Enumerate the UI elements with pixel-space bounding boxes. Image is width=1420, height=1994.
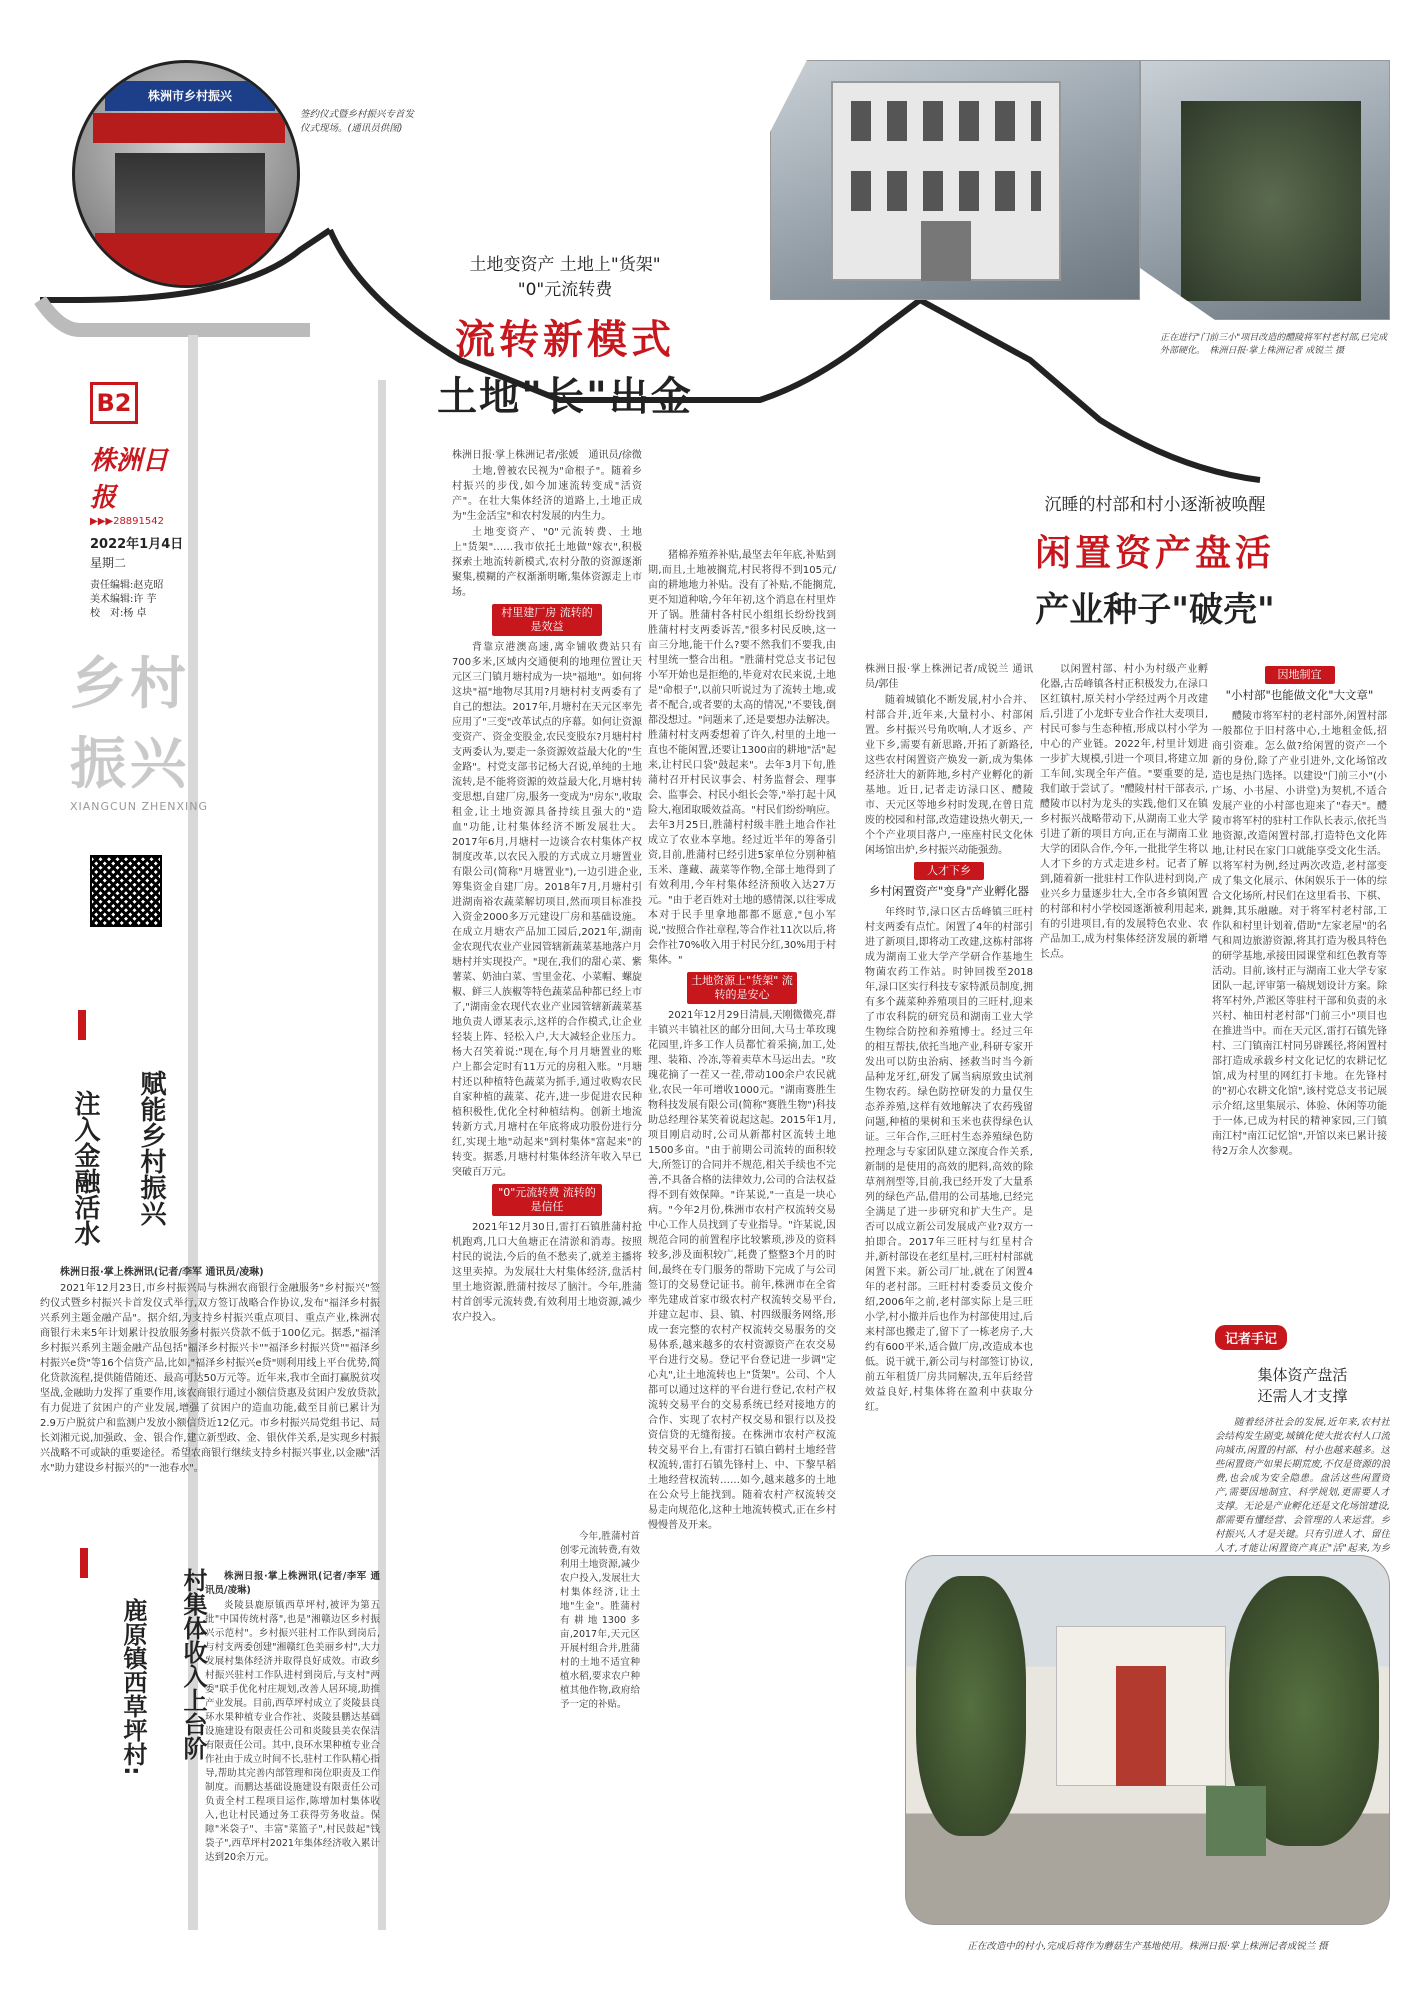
paragraph: 土地,曾被农民视为"命根子"。随着乡村振兴的步伐,如今加速流转变成"活资产"。在壮大集体经济的道路上,土地正成为"生金活宝"和农村发展的内生力。 [452, 466, 642, 522]
kicker: 沉睡的村部和村小逐渐被唤醒 [1044, 495, 1266, 515]
signing-photo-caption: 签约仪式暨乡村振兴专首发仪式现场。(通讯员供图) [300, 109, 415, 134]
paragraph: 背靠京港澳高速,离伞铺收费站只有700多米,区域内交通便利的地理位置让天元区三门镇月塘村成为一块"福地"。如何将这块"福"地物尽其用?月塘村村支两委有了自己的想法。2017年,月塘村在天元区率先应用了"三变"改革试点的序幕。如何让资源变资产、资金变股金,农民变股东?月塘村村支两委认为,要走一条资源效益最大化的"生金路"。村党支部书记杨大召说,单纯的土地流转,是不能将资源的效益最大化,月塘村转变思想,自建厂房,服务一变成为"房东",收取租金,让土地资源具备持续且强大的"造血"功能,让村集体经济不断发展壮大。2017年6月,月塘村一边谈合农村集体产权制度改革,以农民入股的方式成立月塘置业有限公司(简称"月塘置业"),一边引进企业,筹集资金自建厂房。2018年7月,月塘村引进湖南裕农蔬菜解切项目,然而项目标准投入资金2000多万元建设厂房和基础设施。在成立月塘农产品加工园后,2021年,湖南金农现代农业产业园管辖新蔬菜基地落户月塘村并实现投产。"现在,我们的甜心菜、紫薯菜、奶油白菜、雪里金花、小菜帽、螺旋椒、鲜三人族椒等特色蔬菜品种都已经上市了,"湖南金农现代农业产业园管辖新蔬菜基地负责人谭某表示,这样的合作模式,让企业轻装上阵、轻松入户,大大减轻企业压力。杨大召笑着说:"现在,每个月月塘置业的账户上都会定时有11万元的房租入账。"月塘村还以种植特色蔬菜为抓手,通过收购农民自家种植的蔬菜、花卉,进一步促进农民种植积极性,优化全村种植结构。创新土地流转新方式,月塘村在年底将成功股份进行分红,实现土地"动起来"到村集体"富起来"的转变。据悉,月塘村村集体经济年收入早已突破百万元。 [452, 642, 642, 1178]
finance-article [40, 1265, 380, 1477]
article1-col2 [648, 548, 836, 1918]
article2-headline [955, 490, 1355, 631]
notes-tag: 记者手记 [1215, 1325, 1287, 1350]
subheading: 乡村闲置资产"变身"产业孵化器 [868, 884, 1030, 898]
editor-line: 美术编辑:许 芋 [90, 594, 157, 605]
subheading-tag: "0"元流转费 流转的是信任 [492, 1184, 602, 1216]
subheading-tag: 土地资源上"货架" 流转的是安心 [687, 972, 797, 1004]
village-school-caption: 正在改造中的村小,完成后将作为蘑菇生产基地使用。株洲日报·掌上株洲记者成锐兰 摄 [967, 1941, 1328, 1952]
paragraph: 随着城镇化不断发展,村小合并、村部合并,近年来,大量村小、村部闲置。乡村振兴号角吹响,人才返乡、产业下乡,需要有新思路,开拓了新路径,这些农村闲置资产焕发一新,成为集体经济壮大的新阵地,乡村产业孵化的新基地。近日,记者走访渌口区、醴陵市、天元区等地乡村时发现,在曾日荒废的校园和村部,改造建设热火朝天,一个个产业项目落户,一座座村民文化休闲场馆出炉,乡村振兴动能强劲。 [865, 695, 1033, 856]
headline: 闲置资产盘活 [1034, 533, 1275, 574]
byline: 株洲日报·掌上株洲记者/张媛 通讯员/徐微 [452, 450, 642, 461]
notes-title: 集体资产盘活 [1257, 1366, 1348, 1384]
paragraph: 今年,胜蒲村首创零元流转费,有效利用土地资源,减少农户投入,发展壮大村集体经济,让土地"生金"。胜蒲村有耕地1300多亩,2017年,天元区开展村组合并,胜蒲村的土地不适宜种植水稻,要求农户种植其他作物,政府给予一定的补贴。 [560, 1531, 640, 1710]
paragraph: 2021年12月29日清晨,天刚微微亮,群丰镇兴丰镇社区的邮分田间,大马士革玫瑰花园里,许多工作人员都忙着采摘,加工,处理、装箱、冷冻,等着卖草木马运出去。"玫瑰花摘了一茬又一茬,带动100余户农民就业,农民一年可增收1000元。"湖南赛胜生物科技发展有限公司(简称"赛胜生物")科技助总经理谷某笑着说起这起。2015年1月,项目刚启动时,公司从新都村区流转土地1500多亩。"由于前期公司流转的面积较大,所签订的合同并不规范,相关手续也不完善,不具备合格的法律效力,公司的合法权益得不到有效保障。"许某说,"一直是一块心病。"今年2月份,株洲市农村产权流转交易中心工作人员找到了专业指导。"许某说,因规范合同的前置程序比较繁琐,涉及的资料较多,涉及面积较广,耗费了整整3个月的时间,最终在专门服务的帮助下完成了与公司签订的交易登记证书。前年,株洲市在全省率先建成首家市级农村产权流转交易平台,并建立起市、县、镇、村四级服务网络,形成一套完整的农村产权流转交易服务的交易体系,越来越多的农村资源资产在农交易平台进行交易。登记平台登记进一步调"定心丸",让土地流转也上"货架"。公司、个人都可以通过这样的平台进行登记,农村产权流转交易平台的交易系统已经对接地方的合作、实现了农村产权交易和银行以及投资信贷的无缝衔接。在株洲市农村产权流转交易平台上,有雷打石镇白鹤村土地经营权流转,雷打石镇先锋村上、中、下黎早稻土地经营权流转……如今,越来越多的土地在公众号上能找到。随着农村产权流转交易走向规范化,这种土地流转模式,正在乡村慢慢普及开来。 [648, 1010, 836, 1531]
section-title [70, 640, 240, 813]
village-school-photo [905, 1555, 1390, 1925]
notes-title: 还需人才支撑 [1257, 1387, 1348, 1405]
subheading-tag: 因地制宜 [1265, 666, 1335, 684]
village-office-caption: 正在进行"门前三小"项目改造的醴陵将军村老村部,已完成外部硬化。 株洲日报·掌上株洲记者 成锐兰 摄 [1160, 333, 1388, 356]
paragraph: 2021年12月30日,雷打石镇胜蒲村抢机跑鸡,几口大鱼塘正在清淤和消毒。按照村民的说法,今后的鱼不愁卖了,就差主播将这里卖掉。为发展壮大村集体经济,盘活村里土地资源,胜蒲村按尽了脑汁。今年,胜蒲村首创零元流转费,有效利用土地资源,减少农户投入。 [452, 1222, 642, 1323]
editor-line: 校 对:杨 卓 [90, 608, 147, 619]
arrow-icon: ▶▶▶ [90, 516, 114, 527]
kicker: "0"元流转费 [517, 280, 613, 300]
notes-body: 随着经济社会的发展,近年来,农村社会结构发生剧变,城镇化使大批农村人口流向城市,闲置的村部、村小也越来越多。这些闲置资产如果长期荒废,不仅是资源的浪费,也会成为安全隐患。盘活这些闲置资产,需要因地制宜、科学规划,更需要人才支撑。无论是产业孵化还是文化场馆建设,都需要有懂经营、会管理的人来运营。乡村振兴,人才是关键。只有引进人才、留住人才,才能让闲置资产真正"活"起来,为乡 [1215, 1417, 1390, 1554]
subheading-tag: 人才下乡 [914, 862, 984, 880]
subheading: "小村部"也能做文化"大文章" [1225, 688, 1374, 702]
headline: 土地"长"出金 [437, 374, 693, 420]
section-title-line: 乡村 [70, 651, 190, 717]
headline: 流转新模式 [455, 317, 675, 363]
paper-name: 株洲日报 [90, 446, 169, 513]
phone: 28891542 [113, 516, 164, 527]
article-body: 2021年12月23日,市乡村振兴局与株洲农商银行金融服务"乡村振兴"签约仪式暨乡村振兴卡首发仪式举行,双方签订战略合作协议,发布"福泽乡村振兴系列主题金融产品"。据介绍,为支持乡村振兴重点项目、重点产业,株洲农商银行未来5年计划累计投放服务乡村振兴贷款不低于100亿元。据悉,"福泽乡村振兴系列主题金融产品包括"福泽乡村振兴卡""福泽乡村振兴贷""福泽乡村振兴e贷"等16个信贷产品,比如,"福泽乡村振兴e贷"则利用线上平台优势,简化贷款流程,提供随借随还、最高可达50万元等。近年来,我市全面打赢脱贫攻坚战,金融助力发挥了重要作用,该农商银行通过小额信贷惠及贫困户发放贷款,有力促进了贫困户的产业发展,增强了贫困户的造血功能,截至目前已累计为2.9万户脱贫户和监测户发放小额信贷近12亿元。市乡村振兴局党组书记、局长刘湘元说,加强政、金、银合作,建立新型政、金、银伙伴关系,是实现乡村振兴战略不可或缺的重要途径。希望农商银行继续支持乡村振兴事业,以金融"活水"助力建设乡村振兴的"一池春水"。 [40, 1283, 380, 1474]
kicker: 土地变资产 土地上"货架" [469, 255, 661, 275]
village-office-photo-2 [1140, 60, 1390, 320]
article2-col2 [1040, 662, 1208, 1532]
issue-date: 2022年1月4日 [90, 537, 184, 552]
paragraph: 以闲置村部、村小为村级产业孵化器,古岳峰镇各村正积极发力,在渌口区红镇村,原关村小学经过两个月改建后,引进了小龙虾专业合作社大麦项目,村民可参与生态种植,形成以村小学为中心的产业链。2022年,村里计划进一步扩大规模,引进一个项目,将建立加工车间,实现全年产值。"要重要的是,我们敢于尝试了。"醴陵村村干部表示,醴陵市以村为龙头的实践,他们又在镇乡村振兴战略带动下,从湖南工业大学引进了新的项目方向,正在与湖南工业大学的团队合作,今年,一批批学生将以人才下乡的方式走进乡村。记者了解到,随着新一批驻村工作队进村到岗,产业兴乡力量逐步壮大,全市各乡镇闲置的村部和村小学校园逐渐被利用起来,有的引进项目,有的发展特色农业、农产品加工,成为村集体经济发展的新增长点。 [1040, 664, 1208, 960]
byline: 株洲日报·掌上株洲记者/成锐兰 通讯员/郭佳 [865, 664, 1033, 690]
headline-vertical: 鹿原镇西草坪村: [119, 1598, 147, 1776]
headline-vertical: 注入金融活水 [70, 1090, 100, 1246]
photo-banner: 株洲市乡村振兴 [105, 81, 275, 111]
headline: 产业种子"破壳" [1035, 590, 1275, 630]
article-body: 炎陵县鹿原镇西草坪村,被评为第五批"中国传统村落",也是"湘赣边区乡村振兴示范村"。乡村振兴驻村工作队到岗后,与村支两委创建"湘赣红色美丽乡村",大力发展村集体经济并取得良好成效。市政乡村振兴驻村工作队进村到岗后,与支村"两委"联手优化村庄规划,改善人居环境,助推产业发展。目前,西草坪村成立了炎陵县良环水果种植专业合作社、炎陵县鹏达基础设施建设有限责任公司和炎陵县美农保洁有限责任公司。其中,良环水果种植专业合作社由于成立时间不长,驻村工作队精心指导,帮助其完善内部管理和岗位职责及工作制度。而鹏达基础设施建设有限责任公司负责全村工程项目运作,陈增加村集体收入,也让村民通过务工获得劳务收益。保障"米袋子"、丰富"菜篮子",村民鼓起"钱袋子",西草坪村2021年集体经济收入累计达到20余万元。 [205, 1600, 380, 1863]
paragraph: 醴陵市将军村的老村部外,闲置村部一般都位于旧村落中心,土地租金低,招商引资难。怎么做?给闲置的资产一个新的身份,除了产业引进外,文化场馆改造也是热门选择。以建设"门前三小"(小广场、小书屋、小讲堂)为契机,不适合发展产业的小村部也迎来了"春天"。醴陵市将军村的驻村工作队长表示,依托当地资源,改造闲置村部,打造特色文化阵地,让村民在家门口就能享受文化生活。以将军村为例,经过两次改造,老村部变成了集文化展示、休闲娱乐于一体的综合文化场所,村民们在这里看书、下棋、跳舞,其乐融融。对于将军村老村部,工作队和村里计划着,借助"左家老屋"的名气和周边旅游资源,将其打造为极具特色的研学基地,承接田园课堂和红色教育等活动。目前,该村正与湖南工业大学专家团队一起,评审第一稿规划设计方案。除将军村外,芦淞区等驻村干部和负责的永兴村、柚田村老村部"门前三小"项目也在推进当中。而在天元区,雷打石镇先锋村、三门镇南江村同另辟蹊径,将闲置村部打造成承载乡村文化记忆的农耕记忆馆,成为村里的网红打卡地。在先锋村的"初心农耕文化馆",该村党总支书记展示介绍,这里集展示、体验、休闲等功能于一体,已成为村民的精神家园,三门镇南江村"南江记忆馆",开馆以来已累计接待2万余人次参观。 [1212, 711, 1387, 1157]
masthead [90, 382, 185, 621]
section-pinyin: XIANGCUN ZHENXING [70, 800, 209, 813]
paragraph: 猪棉养殖养补贴,最坚去年年底,补贴到期,而且,土地被搁荒,村民将得不到105元/亩的耕地地力补贴。没有了补贴,不能搁荒,更不知道种啥,今年年初,这个消息在村里炸开了锅。胜蒲村各村民小组组长纷纷找到胜蒲村村支两委诉苦,"很多村民反映,这一亩三分地,能干什么?要不然我们不要我,由村里统一整合出租。"胜蒲村党总支书记包小军开始也是拒绝的,毕竟对农民来说,土地是"命根子",以前只听说过为了流转土地,或者不配合,或者要的太高的情况,"不要钱,倒都没想过。"问题来了,还是要想办法解决。胜蒲村村支两委想着了许久,村里的土地一直也不能闲置,还要让1300亩的耕地"活"起来,让村民口袋"鼓起来"。去年3月下旬,胜蒲村召开村民议事会、村务监督会、理事会、监事会、村民小组长会等,"举打起十风险大,袍团取暖效益高。"村民们纷纷响应。去年3月25日,胜蒲村村级丰胜土地合作社成立了农业本享地。经过近半年的筹备引资,目前,胜蒲村已经引进5家单位分别种植玉米、蓬藏、蔬菜等作物,全部土地得到了有效利用,今年村集体经济预收入达27万元。"由于老百姓对土地的感情深,以往零成本对于民手里拿地都都不愿意,"包小军说,"按照合作社章程,等合作社11次以后,将会作社70%收入用于村民分红,30%用于村集体。" [648, 550, 836, 966]
editor-line: 责任编辑:赵克昭 [90, 580, 164, 591]
section-title-line: 振兴 [70, 731, 190, 797]
article1-headline [400, 250, 730, 422]
article2-col1 [865, 662, 1033, 1532]
subheading-tag: 村里建厂房 流转的是效益 [492, 604, 602, 636]
article1-tail [560, 1530, 640, 1910]
headline-vertical: 赋能乡村振兴 [136, 1070, 166, 1226]
paragraph: 土地变资产、"0"元流转费、土地上"货架"……我市依托土地做"嫁衣",积极探索土地流转新模式,农村分散的资源逐渐聚集,模糊的产权渐渐明晰,集体资源走上市场。 [452, 527, 642, 598]
article2-col3 [1212, 662, 1387, 1312]
headline-vertical: 村集体收入上台阶 [179, 1568, 207, 1760]
village-office-photo [770, 60, 1140, 300]
weekday: 星期二 [90, 556, 127, 570]
qr-code[interactable] [90, 855, 162, 927]
page-number: B2 [90, 382, 138, 424]
byline: 株洲日报·掌上株洲讯(记者/李军 通讯员/凌琳) [60, 1267, 264, 1278]
luyuan-article [205, 1570, 380, 1866]
byline: 株洲日报·掌上株洲讯(记者/李军 通讯员/凌琳) [205, 1571, 380, 1596]
paragraph: 年终时节,渌口区古岳峰镇三旺村村支两委有点忙。闲置了4年的村部引进了新项目,即将动工改建,这栋村部将成为湖南工业大学产学研合作基地生物菌农药工作站。时钟回拨至2018年,渌口区实行科技专家特派员制度,拥有多个蔬菜种养殖项目的三旺村,迎来了市农科院的研究员和湖南工业大学生物综合防控和养殖博士。经过三年的相互帮扶,依托当地产业,科研专家开发出可以防虫治病、拯救当时当今新品种龙牙红,研发了属当病原致虫试剂生物农药。绿色防控研发的力量仅生态养养殖,这样有效地解决了农药残留问题,种植的果树和玉米也获得绿色认证。三年合作,三旺村生态养殖绿色防控理念与专家团队建立深度合作关系,新制的是使用的高效的肥料,高效的除草剂剂型等,目前,我已经开发了大量系列的绿色产品,借用的公司基地,已经完全满足了进一步研究和扩大生产。是否可以成立新公司发展成产业?双方一拍即合。2017年三旺村与红星村合并,新村部设在老红星村,三旺村村部就闲置下来。新公司厂址,就在了闲置4年的老村部。三旺村村委委员文俊介绍,2006年之前,老村部实际上是三旺小学,村小撤并后也作为村部使用过,后来村部也搬走了,留下了一栋老房子,大约有600平米,适合做厂房,改造成本也低。说干就干,新公司与村部签订协议,前五年租赁厂房共同解决,五年后经营效益良好,村集体将在盈利中获取分红。 [865, 907, 1033, 1413]
